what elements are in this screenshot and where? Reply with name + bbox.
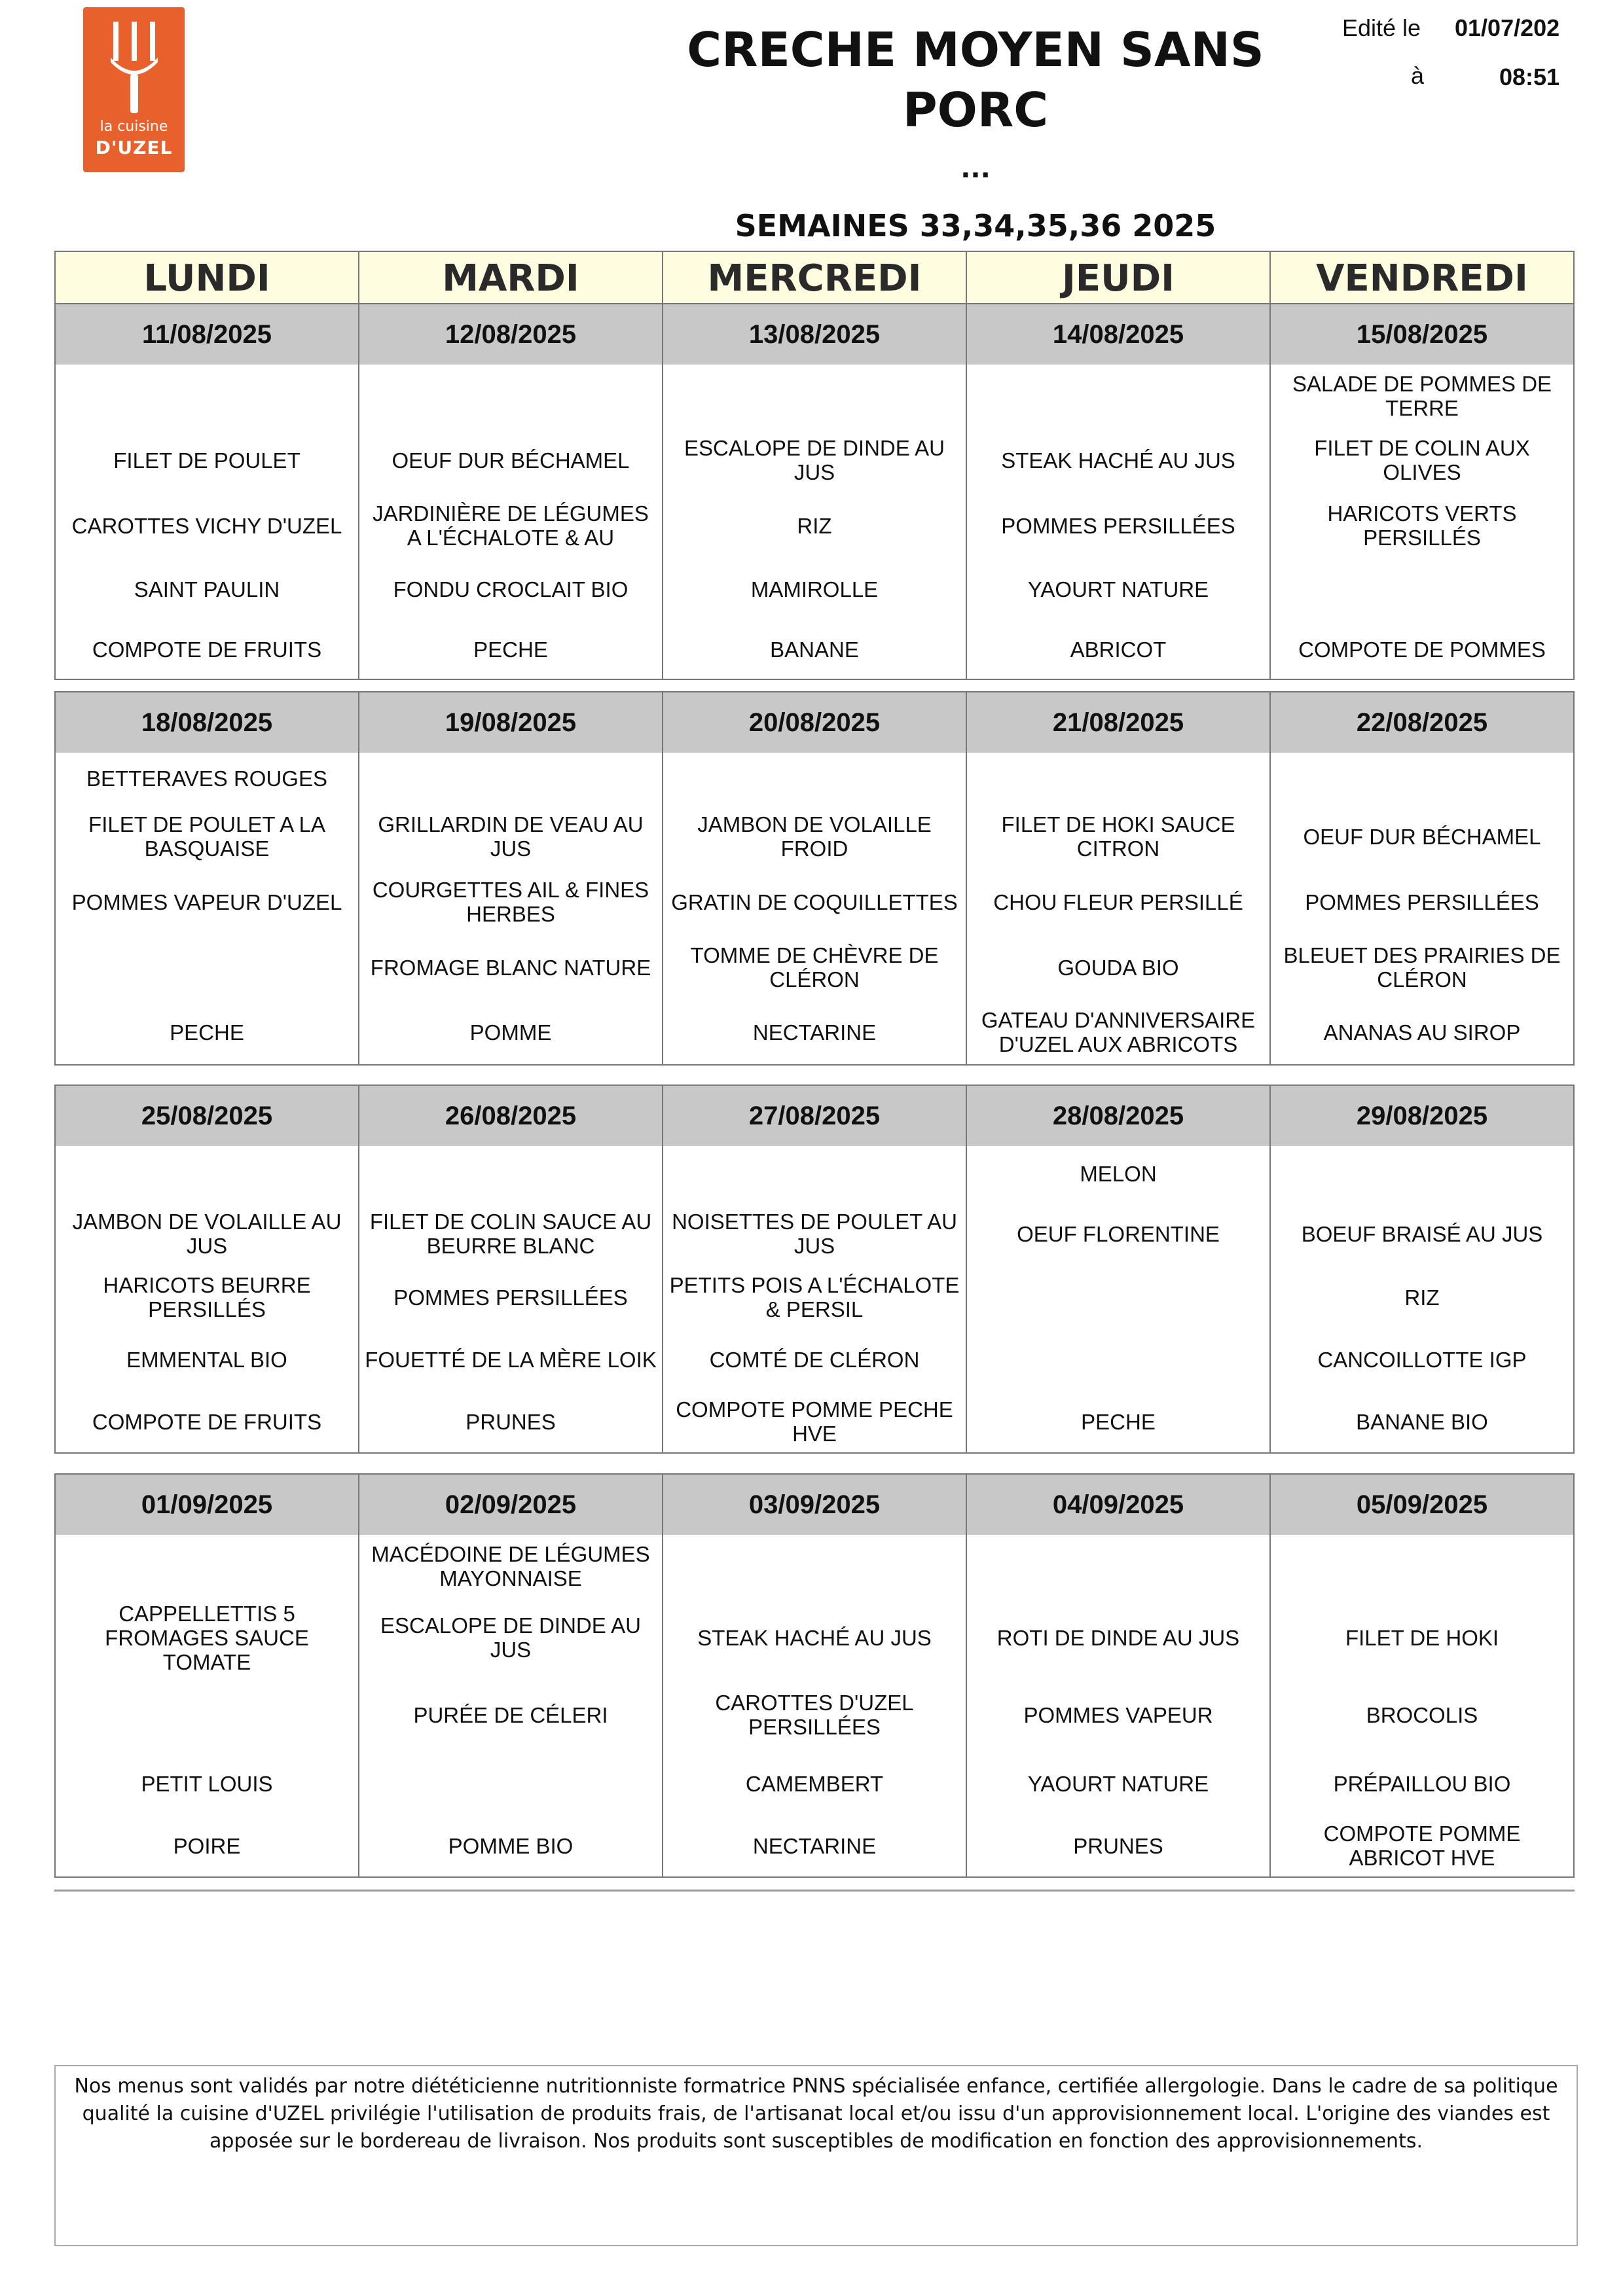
menu-grid xyxy=(56,1146,1573,1452)
menu-item: FILET DE COLIN SAUCE AU BEURRE BLANC xyxy=(369,1210,652,1258)
title-ellipsis: ... xyxy=(960,154,991,184)
day-date: 29/08/2025 xyxy=(1356,1102,1488,1130)
day-date: 11/08/2025 xyxy=(56,304,359,365)
weekday-friday: VENDREDI xyxy=(1316,257,1528,300)
edit-label: Edité le xyxy=(1342,14,1421,41)
day-date: 14/08/2025 xyxy=(967,304,1271,365)
week-block xyxy=(54,691,1575,1066)
day-menu xyxy=(663,1535,967,1876)
menu-item: FONDU CROCLAIT BIO xyxy=(393,577,629,601)
menu-item: HARICOTS BEURRE PERSILLÉS xyxy=(103,1273,311,1321)
week-block xyxy=(54,1473,1575,1878)
menu-item: JARDINIÈRE DE LÉGUMES A L'ÉCHALOTE & AU xyxy=(373,501,649,550)
menu-item: CANCOILLOTTE IGP xyxy=(1317,1347,1527,1372)
menu-item: YAOURT NATURE xyxy=(1027,577,1209,601)
brand-line1: la cuisine xyxy=(100,118,168,135)
day-menu xyxy=(56,1535,359,1876)
menu-item xyxy=(663,1535,966,1598)
brand-line2: D'UZEL xyxy=(95,137,173,158)
week-block xyxy=(54,1085,1575,1454)
menu-item xyxy=(967,1328,1269,1391)
menu-item xyxy=(663,1146,966,1201)
day-date: 02/09/2025 xyxy=(359,1475,663,1535)
day-menu xyxy=(56,365,359,679)
menu-item xyxy=(359,1752,662,1815)
menu-item: BANANE BIO xyxy=(1356,1409,1488,1434)
menu-item xyxy=(663,753,966,804)
menu-item xyxy=(56,1146,358,1201)
menu-item: FILET DE POULET xyxy=(113,448,301,473)
weekday-header xyxy=(54,251,1575,304)
menu-item: TOMME DE CHÈVRE DE CLÉRON xyxy=(690,943,939,992)
menu-item: BETTERAVES ROUGES xyxy=(86,766,327,791)
menu-item xyxy=(1271,753,1573,804)
menu-item xyxy=(1271,558,1573,620)
day-menu xyxy=(56,1146,359,1452)
menu-item: OEUF DUR BÉCHAMEL xyxy=(392,448,630,473)
menu-item: PETITS POIS A L'ÉCHALOTE & PERSIL xyxy=(669,1273,960,1321)
menu-item: POMMES VAPEUR xyxy=(1023,1702,1213,1727)
edit-time: 08:51 xyxy=(1499,63,1560,90)
day-menu xyxy=(663,753,967,1064)
menu-item: OEUF DUR BÉCHAMEL xyxy=(1303,824,1541,849)
menu-item: COMPOTE DE FRUITS xyxy=(92,1409,322,1434)
day-menu xyxy=(967,753,1271,1064)
menu-item: COMPOTE POMME PECHE HVE xyxy=(676,1397,953,1446)
menu-item: PECHE xyxy=(473,637,548,662)
menu-item: COURGETTES AIL & FINES HERBES xyxy=(372,878,649,926)
menu-item: GRILLARDIN DE VEAU AU JUS xyxy=(378,812,644,861)
day-date: 13/08/2025 xyxy=(663,304,967,365)
menu-item: CHOU FLEUR PERSILLÉ xyxy=(993,889,1243,914)
day-date: 21/08/2025 xyxy=(967,692,1271,753)
menu-item xyxy=(359,365,662,427)
time-label: à xyxy=(1411,62,1425,89)
footer-notice: Nos menus sont validés par notre diététicienne nutritionniste formatrice PNNS spécialisée enfance, certifiée allergologie. Dans le cadre de sa politique qualité la cuisine d'UZEL privilégie l'utilisation de produits frais, de l'artisanat local et/ou issu d'un approvisionnement local. L'origine des viandes est apposée sur le bordereau de livraison. Nos produits sont susceptibles de modification en fonction des approvisionnements. xyxy=(54,2065,1578,2246)
weekday-wednesday: MERCREDI xyxy=(663,252,967,303)
day-date: 20/08/2025 xyxy=(663,692,967,753)
menu-item: MELON xyxy=(1080,1161,1157,1186)
menu-item: ROTI DE DINDE AU JUS xyxy=(996,1625,1240,1650)
menu-item: POMMES PERSILLÉES xyxy=(393,1285,628,1310)
menu-item: PRUNES xyxy=(1073,1833,1163,1858)
menu-item: POIRE xyxy=(173,1833,241,1858)
menu-item xyxy=(967,1535,1269,1598)
day-menu xyxy=(967,1535,1271,1876)
menu-item: BANANE xyxy=(770,637,859,662)
menu-item: ESCALOPE DE DINDE AU JUS xyxy=(684,436,945,484)
menu-item: EMMENTAL BIO xyxy=(126,1347,287,1372)
day-date: 27/08/2025 xyxy=(663,1086,967,1146)
menu-item xyxy=(359,1146,662,1201)
menu-item: GATEAU D'ANNIVERSAIRE D'UZEL AUX ABRICOTS xyxy=(981,1008,1256,1056)
day-date: 19/08/2025 xyxy=(359,692,663,753)
menu-item: SALADE DE POMMES DE TERRE xyxy=(1292,372,1552,420)
menu-item: FILET DE COLIN AUX OLIVES xyxy=(1314,436,1530,484)
date-row xyxy=(56,1475,1573,1535)
menu-item: RIZ xyxy=(1404,1285,1440,1310)
day-date: 05/09/2025 xyxy=(1356,1490,1488,1519)
menu-item: FILET DE POULET A LA BASQUAISE xyxy=(88,812,325,861)
menu-grid xyxy=(56,753,1573,1064)
menu-grid xyxy=(56,1535,1573,1876)
day-menu xyxy=(1271,753,1573,1064)
menu-item: ESCALOPE DE DINDE AU JUS xyxy=(380,1613,641,1662)
page-title: CRECHE MOYEN SANS PORC xyxy=(687,22,1264,137)
weekday-thursday: JEUDI xyxy=(967,252,1271,303)
date-row xyxy=(56,304,1573,365)
menu-item: JAMBON DE VOLAILLE AU JUS xyxy=(72,1210,342,1258)
menu-item: CAROTTES VICHY D'UZEL xyxy=(71,513,342,538)
divider-line xyxy=(54,1890,1575,1892)
menu-item: CAPPELLETTIS 5 FROMAGES SAUCE TOMATE xyxy=(105,1601,309,1674)
date-row xyxy=(56,1086,1573,1146)
menu-item xyxy=(1271,1535,1573,1598)
menu-item: POMMES PERSILLÉES xyxy=(1305,889,1539,914)
day-menu xyxy=(56,753,359,1064)
menu-item xyxy=(56,1535,358,1598)
menu-item: ABRICOT xyxy=(1070,637,1167,662)
menu-item xyxy=(56,935,358,1000)
day-date: 18/08/2025 xyxy=(56,692,359,753)
menu-item: PRUNES xyxy=(465,1409,556,1434)
menu-item: NECTARINE xyxy=(752,1020,877,1045)
menu-item: STEAK HACHÉ AU JUS xyxy=(697,1625,932,1650)
day-menu xyxy=(663,1146,967,1452)
day-menu xyxy=(359,1146,663,1452)
menu-item: FILET DE HOKI SAUCE CITRON xyxy=(1001,812,1235,861)
menu-item: ANANAS AU SIROP xyxy=(1323,1020,1521,1045)
week-block xyxy=(54,303,1575,680)
menu-item: FOUETTÉ DE LA MÈRE LOIK xyxy=(365,1347,657,1372)
menu-item: PECHE xyxy=(1081,1409,1156,1434)
menu-item: POMMES VAPEUR D'UZEL xyxy=(71,889,342,914)
menu-item xyxy=(967,365,1269,427)
menu-item xyxy=(56,1677,358,1752)
day-menu xyxy=(967,1146,1271,1452)
weeks-subtitle: SEMAINES 33,34,35,36 2025 xyxy=(735,208,1216,243)
menu-item: OEUF FLORENTINE xyxy=(1017,1221,1220,1246)
menu-item xyxy=(56,365,358,427)
menu-item: CAMEMBERT xyxy=(745,1771,884,1796)
day-date: 01/09/2025 xyxy=(56,1475,359,1535)
day-menu xyxy=(663,365,967,679)
date-row xyxy=(56,692,1573,753)
menu-item: BLEUET DES PRAIRIES DE CLÉRON xyxy=(1283,943,1561,992)
menu-item: COMPOTE DE POMMES xyxy=(1298,637,1546,662)
day-menu xyxy=(967,365,1271,679)
menu-item: GRATIN DE COQUILLETTES xyxy=(671,889,958,914)
menu-item: FILET DE HOKI xyxy=(1345,1625,1499,1650)
day-date: 25/08/2025 xyxy=(56,1086,359,1146)
menu-item: COMTÉ DE CLÉRON xyxy=(709,1347,920,1372)
day-menu xyxy=(1271,1146,1573,1452)
menu-item xyxy=(663,365,966,427)
menu-item: GOUDA BIO xyxy=(1057,955,1179,980)
menu-item: BOEUF BRAISÉ AU JUS xyxy=(1301,1221,1543,1246)
menu-item: HARICOTS VERTS PERSILLÉS xyxy=(1327,501,1517,550)
menu-grid xyxy=(56,365,1573,679)
menu-item: STEAK HACHÉ AU JUS xyxy=(1001,448,1235,473)
menu-item: SAINT PAULIN xyxy=(134,577,280,601)
day-date: 03/09/2025 xyxy=(663,1475,967,1535)
menu-item: NECTARINE xyxy=(752,1833,877,1858)
menu-item: COMPOTE DE FRUITS xyxy=(92,637,322,662)
menu-item: NOISETTES DE POULET AU JUS xyxy=(672,1210,957,1258)
brand-logo xyxy=(83,7,185,172)
menu-item: POMMES PERSILLÉES xyxy=(1001,513,1235,538)
menu-item: PECHE xyxy=(170,1020,244,1045)
menu-item: PRÉPAILLOU BIO xyxy=(1333,1771,1511,1796)
menu-item xyxy=(1271,1146,1573,1201)
menu-item: BROCOLIS xyxy=(1366,1702,1478,1727)
day-menu xyxy=(359,365,663,679)
day-menu xyxy=(1271,365,1573,679)
fork-icon xyxy=(108,22,160,113)
edit-date: 01/07/202 xyxy=(1455,14,1560,41)
menu-item: JAMBON DE VOLAILLE FROID xyxy=(697,812,932,861)
day-menu xyxy=(359,1535,663,1876)
menu-item: MACÉDOINE DE LÉGUMES MAYONNAISE xyxy=(371,1542,650,1590)
menu-item: CAROTTES D'UZEL PERSILLÉES xyxy=(715,1691,914,1739)
menu-item: PETIT LOUIS xyxy=(141,1771,273,1796)
day-date: 22/08/2025 xyxy=(1356,708,1488,737)
day-date: 12/08/2025 xyxy=(359,304,663,365)
menu-item: POMME BIO xyxy=(448,1833,574,1858)
day-date: 15/08/2025 xyxy=(1356,320,1488,349)
day-date: 28/08/2025 xyxy=(967,1086,1271,1146)
weekday-monday: LUNDI xyxy=(56,252,359,303)
menu-item xyxy=(359,753,662,804)
menu-item: POMME xyxy=(469,1020,552,1045)
menu-item xyxy=(967,1266,1269,1328)
day-menu xyxy=(359,753,663,1064)
day-menu xyxy=(1271,1535,1573,1876)
menu-item: RIZ xyxy=(797,513,832,538)
day-date: 26/08/2025 xyxy=(359,1086,663,1146)
menu-item: FROMAGE BLANC NATURE xyxy=(370,955,651,980)
menu-item: MAMIROLLE xyxy=(750,577,879,601)
menu-item xyxy=(967,753,1269,804)
menu-item: PURÉE DE CÉLERI xyxy=(413,1702,608,1727)
weekday-tuesday: MARDI xyxy=(359,252,663,303)
menu-item: COMPOTE POMME ABRICOT HVE xyxy=(1323,1821,1521,1870)
day-date: 04/09/2025 xyxy=(967,1475,1271,1535)
menu-item: YAOURT NATURE xyxy=(1027,1771,1209,1796)
